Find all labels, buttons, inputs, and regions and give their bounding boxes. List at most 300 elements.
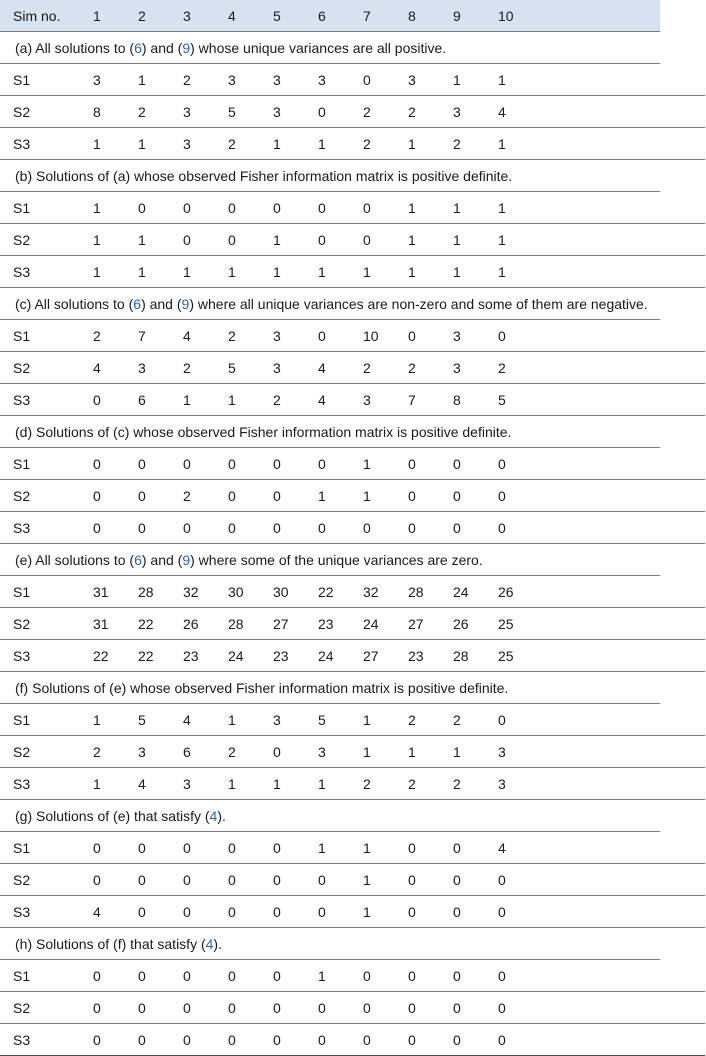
caption-text: ) and ( [141, 295, 182, 312]
section-caption-row [0, 928, 705, 960]
cell-value: 0 [215, 224, 260, 256]
cell-value: 3 [170, 128, 215, 160]
table-row [0, 832, 705, 864]
equation-ref-link[interactable]: 4 [209, 807, 218, 824]
cell-value: 1 [440, 192, 485, 224]
row-label: S1 [0, 704, 80, 736]
section-caption-row [0, 32, 705, 64]
cell-value: 0 [305, 896, 350, 928]
cell-value: 1 [350, 832, 395, 864]
cell-value: 1 [485, 128, 660, 160]
cell-value: 1 [440, 64, 485, 96]
cell-value: 1 [305, 128, 350, 160]
section-caption [0, 928, 660, 960]
caption-text: (b) Solutions of (a) whose observed Fisher information matrix is positive definite. [15, 167, 513, 184]
cell-value: 26 [485, 576, 660, 608]
caption-text: ) whose unique variances are all positive. [190, 39, 447, 56]
cell-value: 1 [350, 736, 395, 768]
cell-value: 0 [440, 480, 485, 512]
row-spacer [660, 64, 705, 96]
cell-value: 0 [215, 960, 260, 992]
table-row [0, 64, 705, 96]
cell-value: 3 [485, 736, 660, 768]
cell-value: 0 [440, 512, 485, 544]
row-label: S1 [0, 192, 80, 224]
header-col-8: 8 [395, 0, 440, 32]
cell-value: 0 [305, 96, 350, 128]
cell-value: 0 [260, 480, 305, 512]
section-caption [0, 544, 660, 576]
row-spacer [660, 640, 705, 672]
cell-value: 23 [260, 640, 305, 672]
cell-value: 1 [485, 192, 660, 224]
cell-value: 1 [305, 256, 350, 288]
cell-value: 8 [440, 384, 485, 416]
caption-text: ) where all unique variances are non-zero and some of them are negative. [189, 295, 648, 312]
table-row [0, 224, 705, 256]
cell-value: 4 [170, 320, 215, 352]
cell-value: 3 [485, 768, 660, 800]
cell-value: 27 [395, 608, 440, 640]
cell-value: 1 [125, 224, 170, 256]
row-label: S2 [0, 992, 80, 1024]
table-row [0, 768, 705, 800]
cell-value: 26 [170, 608, 215, 640]
cell-value: 0 [215, 1024, 260, 1056]
row-spacer [660, 960, 705, 992]
cell-value: 2 [440, 704, 485, 736]
cell-value: 3 [260, 64, 305, 96]
cell-value: 28 [395, 576, 440, 608]
cell-value: 2 [485, 352, 660, 384]
row-spacer [660, 96, 705, 128]
header-col-2: 2 [125, 0, 170, 32]
table-row [0, 992, 705, 1024]
section-caption [0, 32, 660, 64]
caption-text: (a) All solutions to ( [15, 39, 135, 56]
cell-value: 0 [170, 192, 215, 224]
cell-value: 1 [305, 832, 350, 864]
cell-value: 0 [80, 992, 125, 1024]
row-spacer [660, 768, 705, 800]
cell-value: 0 [215, 480, 260, 512]
cell-value: 22 [80, 640, 125, 672]
row-label: S2 [0, 96, 80, 128]
cell-value: 2 [80, 320, 125, 352]
table-row [0, 512, 705, 544]
cell-value: 32 [170, 576, 215, 608]
cell-value: 24 [215, 640, 260, 672]
cell-value: 3 [440, 96, 485, 128]
table-header [0, 0, 705, 32]
cell-value: 8 [80, 96, 125, 128]
cell-value: 3 [215, 64, 260, 96]
cell-value: 2 [395, 768, 440, 800]
cell-value: 0 [80, 832, 125, 864]
cell-value: 0 [170, 1024, 215, 1056]
cell-value: 4 [80, 352, 125, 384]
cell-value: 3 [260, 320, 305, 352]
cell-value: 1 [125, 256, 170, 288]
cell-value: 0 [485, 320, 660, 352]
cell-value: 0 [485, 704, 660, 736]
row-spacer [660, 384, 705, 416]
table-row [0, 384, 705, 416]
cell-value: 0 [215, 864, 260, 896]
cell-value: 1 [485, 256, 660, 288]
row-spacer [660, 352, 705, 384]
cell-value: 0 [440, 448, 485, 480]
table-row [0, 352, 705, 384]
cell-value: 1 [215, 384, 260, 416]
cell-value: 0 [440, 960, 485, 992]
row-label: S3 [0, 512, 80, 544]
cell-value: 26 [440, 608, 485, 640]
cell-value: 28 [125, 576, 170, 608]
row-spacer [660, 864, 705, 896]
section-caption-row [0, 416, 705, 448]
cell-value: 3 [260, 96, 305, 128]
cell-value: 1 [350, 448, 395, 480]
cell-value: 3 [350, 384, 395, 416]
cell-value: 22 [305, 576, 350, 608]
cell-value: 1 [440, 736, 485, 768]
cell-value: 0 [485, 448, 660, 480]
table-row [0, 960, 705, 992]
cell-value: 0 [215, 832, 260, 864]
row-spacer [660, 1024, 705, 1056]
row-spacer [660, 320, 705, 352]
caption-text: (d) Solutions of (c) whose observed Fisher information matrix is positive definite. [15, 423, 512, 440]
cell-value: 3 [305, 736, 350, 768]
header-col-7: 7 [350, 0, 395, 32]
cell-value: 0 [305, 864, 350, 896]
cell-value: 0 [170, 224, 215, 256]
cell-value: 1 [260, 128, 305, 160]
equation-ref-link[interactable]: 9 [181, 295, 190, 312]
cell-value: 27 [260, 608, 305, 640]
row-label: S2 [0, 480, 80, 512]
caption-text: ) and ( [141, 39, 183, 56]
cell-value: 0 [440, 992, 485, 1024]
section-caption [0, 800, 660, 832]
cell-value: 3 [440, 352, 485, 384]
cell-value: 0 [395, 832, 440, 864]
cell-value: 2 [215, 736, 260, 768]
cell-value: 1 [260, 224, 305, 256]
table-row [0, 96, 705, 128]
cell-value: 5 [215, 96, 260, 128]
header-col-3: 3 [170, 0, 215, 32]
equation-ref-link[interactable]: 6 [134, 39, 142, 56]
cell-value: 0 [485, 960, 660, 992]
row-label: S3 [0, 128, 80, 160]
cell-value: 0 [80, 384, 125, 416]
cell-value: 2 [260, 384, 305, 416]
section-caption-row [0, 160, 705, 192]
cell-value: 0 [125, 896, 170, 928]
cell-value: 1 [125, 64, 170, 96]
cell-value: 0 [260, 896, 305, 928]
cell-value: 0 [125, 480, 170, 512]
cell-value: 1 [305, 960, 350, 992]
row-spacer [660, 512, 705, 544]
table-row [0, 736, 705, 768]
cell-value: 0 [215, 896, 260, 928]
cell-value: 0 [125, 1024, 170, 1056]
cell-value: 10 [350, 320, 395, 352]
cell-value: 1 [305, 480, 350, 512]
row-spacer [660, 736, 705, 768]
cell-value: 7 [395, 384, 440, 416]
caption-text: (e) All solutions to ( [15, 551, 135, 568]
cell-value: 0 [395, 448, 440, 480]
cell-value: 0 [395, 480, 440, 512]
table-row [0, 192, 705, 224]
cell-value: 1 [395, 256, 440, 288]
cell-value: 28 [215, 608, 260, 640]
row-label: S2 [0, 608, 80, 640]
table-row [0, 608, 705, 640]
cell-value: 0 [485, 512, 660, 544]
equation-ref-link[interactable]: 9 [182, 551, 191, 568]
equation-ref-link[interactable]: 4 [205, 935, 214, 952]
cell-value: 0 [485, 992, 660, 1024]
cell-value: 4 [80, 896, 125, 928]
table-row [0, 704, 705, 736]
cell-value: 1 [215, 256, 260, 288]
cell-value: 0 [395, 960, 440, 992]
cell-value: 2 [350, 768, 395, 800]
cell-value: 0 [260, 192, 305, 224]
cell-value: 3 [125, 352, 170, 384]
cell-value: 0 [485, 1024, 660, 1056]
cell-value: 0 [395, 992, 440, 1024]
cell-value: 1 [395, 224, 440, 256]
table-row [0, 480, 705, 512]
cell-value: 0 [80, 512, 125, 544]
row-label: S3 [0, 1024, 80, 1056]
cell-value: 1 [395, 128, 440, 160]
cell-value: 1 [170, 384, 215, 416]
cell-value: 32 [350, 576, 395, 608]
cell-value: 0 [305, 448, 350, 480]
cell-value: 1 [440, 224, 485, 256]
cell-value: 0 [395, 320, 440, 352]
table-row [0, 640, 705, 672]
cell-value: 0 [170, 896, 215, 928]
row-spacer [660, 576, 705, 608]
cell-value: 3 [125, 736, 170, 768]
row-label: S1 [0, 320, 80, 352]
cell-value: 0 [395, 864, 440, 896]
cell-value: 3 [260, 704, 305, 736]
cell-value: 7 [125, 320, 170, 352]
cell-value: 24 [350, 608, 395, 640]
cell-value: 30 [215, 576, 260, 608]
caption-text: (h) Solutions of (f) that satisfy ( [15, 935, 206, 952]
caption-text: ). [213, 935, 222, 952]
cell-value: 0 [440, 1024, 485, 1056]
cell-value: 6 [125, 384, 170, 416]
cell-value: 0 [80, 960, 125, 992]
cell-value: 3 [170, 96, 215, 128]
cell-value: 0 [80, 448, 125, 480]
header-col-1: 1 [80, 0, 125, 32]
cell-value: 0 [350, 512, 395, 544]
cell-value: 5 [215, 352, 260, 384]
table-row [0, 896, 705, 928]
cell-value: 0 [215, 512, 260, 544]
cell-value: 0 [350, 64, 395, 96]
table-row [0, 576, 705, 608]
cell-value: 1 [215, 768, 260, 800]
equation-ref-link[interactable]: 6 [133, 295, 142, 312]
cell-value: 1 [80, 224, 125, 256]
cell-value: 24 [305, 640, 350, 672]
cell-value: 0 [350, 992, 395, 1024]
cell-value: 22 [125, 608, 170, 640]
cell-value: 1 [125, 128, 170, 160]
cell-value: 2 [170, 64, 215, 96]
cell-value: 5 [125, 704, 170, 736]
cell-value: 31 [80, 576, 125, 608]
cell-value: 0 [260, 1024, 305, 1056]
cell-value: 23 [170, 640, 215, 672]
cell-value: 0 [485, 896, 660, 928]
cell-value: 2 [170, 352, 215, 384]
cell-value: 2 [125, 96, 170, 128]
cell-value: 0 [125, 448, 170, 480]
cell-value: 0 [80, 1024, 125, 1056]
cell-value: 2 [215, 128, 260, 160]
cell-value: 0 [395, 512, 440, 544]
cell-value: 31 [80, 608, 125, 640]
row-label: S3 [0, 640, 80, 672]
cell-value: 4 [170, 704, 215, 736]
cell-value: 4 [305, 384, 350, 416]
cell-value: 0 [125, 832, 170, 864]
cell-value: 5 [305, 704, 350, 736]
equation-ref-link[interactable]: 6 [134, 551, 142, 568]
cell-value: 2 [215, 320, 260, 352]
cell-value: 1 [260, 768, 305, 800]
cell-value: 0 [170, 960, 215, 992]
table-row [0, 448, 705, 480]
cell-value: 0 [485, 480, 660, 512]
table-row [0, 864, 705, 896]
caption-text: (g) Solutions of (e) that satisfy ( [15, 807, 210, 824]
cell-value: 1 [350, 256, 395, 288]
cell-value: 1 [305, 768, 350, 800]
row-label: S1 [0, 832, 80, 864]
cell-value: 4 [125, 768, 170, 800]
section-caption-row [0, 288, 705, 320]
cell-value: 3 [440, 320, 485, 352]
cell-value: 0 [125, 864, 170, 896]
cell-value: 0 [305, 224, 350, 256]
cell-value: 4 [485, 832, 660, 864]
cell-value: 0 [440, 896, 485, 928]
cell-value: 30 [260, 576, 305, 608]
cell-value: 2 [350, 128, 395, 160]
cell-value: 1 [485, 224, 660, 256]
cell-value: 0 [215, 448, 260, 480]
cell-value: 0 [305, 192, 350, 224]
row-label: S3 [0, 256, 80, 288]
header-col-9: 9 [440, 0, 485, 32]
cell-value: 0 [125, 192, 170, 224]
row-label: S2 [0, 736, 80, 768]
row-spacer [660, 480, 705, 512]
cell-value: 0 [125, 512, 170, 544]
cell-value: 0 [350, 1024, 395, 1056]
header-row [0, 0, 705, 32]
cell-value: 2 [395, 352, 440, 384]
row-label: S1 [0, 64, 80, 96]
cell-value: 0 [440, 832, 485, 864]
cell-value: 0 [170, 512, 215, 544]
cell-value: 24 [440, 576, 485, 608]
cell-value: 2 [395, 704, 440, 736]
section-caption [0, 672, 660, 704]
cell-value: 3 [305, 64, 350, 96]
caption-text: ). [217, 807, 226, 824]
cell-value: 0 [260, 832, 305, 864]
cell-value: 1 [395, 192, 440, 224]
cell-value: 3 [260, 352, 305, 384]
cell-value: 0 [350, 224, 395, 256]
cell-value: 3 [395, 64, 440, 96]
cell-value: 2 [395, 96, 440, 128]
cell-value: 0 [395, 896, 440, 928]
section-caption-row [0, 800, 705, 832]
table-row [0, 128, 705, 160]
cell-value: 0 [125, 992, 170, 1024]
caption-text: (f) Solutions of (e) whose observed Fisher information matrix is positive definite. [15, 679, 509, 696]
equation-ref-link[interactable]: 9 [182, 39, 191, 56]
row-spacer [660, 192, 705, 224]
cell-value: 0 [305, 992, 350, 1024]
cell-value: 2 [80, 736, 125, 768]
cell-value: 0 [125, 960, 170, 992]
table-row [0, 256, 705, 288]
table-body [0, 32, 705, 1056]
row-spacer [660, 896, 705, 928]
cell-value: 0 [305, 1024, 350, 1056]
cell-value: 0 [440, 864, 485, 896]
cell-value: 6 [170, 736, 215, 768]
row-spacer [660, 224, 705, 256]
cell-value: 1 [80, 192, 125, 224]
section-caption-row [0, 544, 705, 576]
cell-value: 25 [485, 608, 660, 640]
table-row [0, 320, 705, 352]
cell-value: 0 [350, 192, 395, 224]
row-label: S2 [0, 224, 80, 256]
cell-value: 1 [80, 768, 125, 800]
section-caption [0, 288, 660, 320]
row-spacer [660, 608, 705, 640]
caption-text: (c) All solutions to ( [15, 295, 134, 312]
cell-value: 1 [80, 256, 125, 288]
cell-value: 1 [485, 64, 660, 96]
row-spacer [660, 256, 705, 288]
row-spacer [660, 448, 705, 480]
header-label: Sim no. [0, 0, 80, 32]
cell-value: 0 [395, 1024, 440, 1056]
cell-value: 1 [395, 736, 440, 768]
